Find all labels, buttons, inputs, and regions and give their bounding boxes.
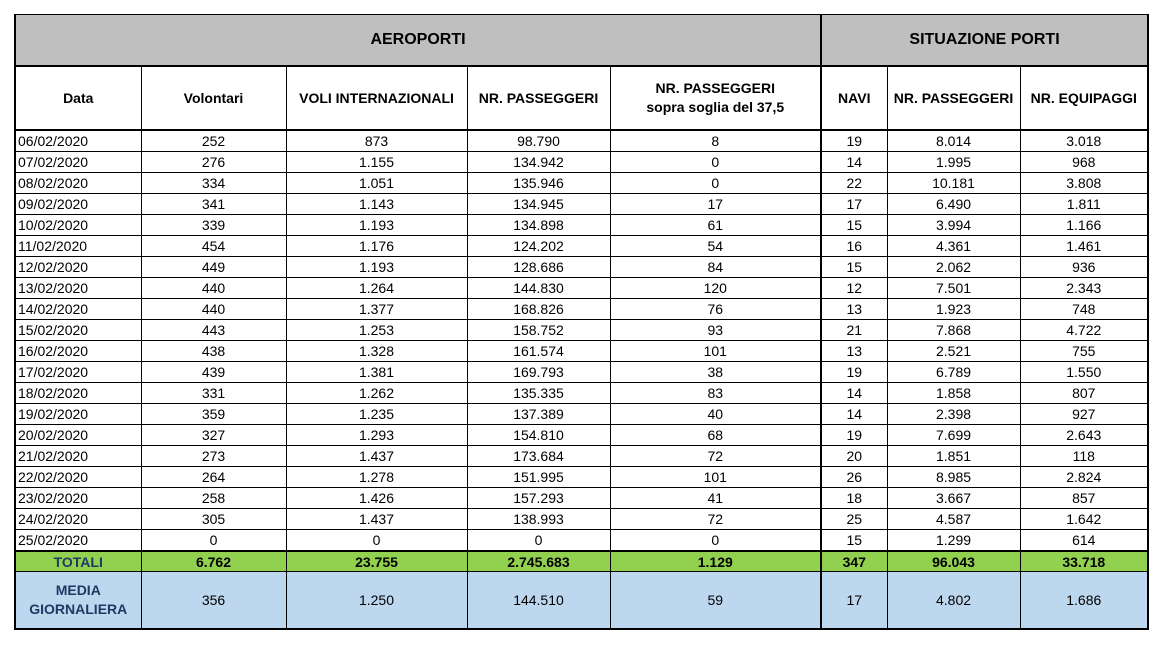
cell-date: 13/02/2020	[15, 278, 141, 299]
cell-intl-flights: 873	[286, 130, 467, 152]
daily-average-cell: 356	[141, 572, 286, 630]
cell-air-passengers: 134.942	[467, 152, 610, 173]
table-row	[15, 194, 1148, 215]
cell-port-passengers: 8.985	[887, 467, 1020, 488]
cell-intl-flights: 1.176	[286, 236, 467, 257]
daily-average-cell: 4.802	[887, 572, 1020, 630]
cell-port-passengers: 1.995	[887, 152, 1020, 173]
cell-above-threshold: 72	[610, 509, 821, 530]
cell-crews: 2.824	[1020, 467, 1148, 488]
cell-ships: 19	[821, 425, 887, 446]
cell-port-passengers: 4.587	[887, 509, 1020, 530]
cell-intl-flights: 1.143	[286, 194, 467, 215]
cell-ships: 22	[821, 173, 887, 194]
cell-air-passengers: 0	[467, 530, 610, 552]
cell-volunteers: 0	[141, 530, 286, 552]
cell-ships: 14	[821, 404, 887, 425]
cell-port-passengers: 6.789	[887, 362, 1020, 383]
cell-intl-flights: 1.235	[286, 404, 467, 425]
cell-intl-flights: 1.426	[286, 488, 467, 509]
cell-crews: 927	[1020, 404, 1148, 425]
cell-above-threshold: 0	[610, 173, 821, 194]
cell-air-passengers: 169.793	[467, 362, 610, 383]
cell-volunteers: 264	[141, 467, 286, 488]
cell-date: 06/02/2020	[15, 130, 141, 152]
table-row	[15, 404, 1148, 425]
daily-average-cell: 144.510	[467, 572, 610, 630]
cell-above-threshold: 54	[610, 236, 821, 257]
cell-above-threshold: 0	[610, 530, 821, 552]
column-header-row	[15, 66, 1148, 130]
cell-intl-flights: 1.278	[286, 467, 467, 488]
cell-crews: 857	[1020, 488, 1148, 509]
cell-above-threshold: 8	[610, 130, 821, 152]
cell-crews: 4.722	[1020, 320, 1148, 341]
cell-air-passengers: 124.202	[467, 236, 610, 257]
column-header-port-passengers: NR. PASSEGGERI	[887, 66, 1020, 130]
daily-average-cell: 59	[610, 572, 821, 630]
group-header-airports: AEROPORTI	[15, 15, 821, 67]
column-header-above-threshold-line2: sopra soglia del 37,5	[646, 99, 785, 115]
cell-ships: 20	[821, 446, 887, 467]
cell-above-threshold: 0	[610, 152, 821, 173]
cell-above-threshold: 72	[610, 446, 821, 467]
cell-volunteers: 341	[141, 194, 286, 215]
cell-date: 11/02/2020	[15, 236, 141, 257]
column-header-air-passengers: NR. PASSEGGERI	[467, 66, 610, 130]
cell-air-passengers: 144.830	[467, 278, 610, 299]
cell-intl-flights: 1.253	[286, 320, 467, 341]
cell-crews: 3.808	[1020, 173, 1148, 194]
cell-port-passengers: 3.994	[887, 215, 1020, 236]
table-row	[15, 299, 1148, 320]
cell-date: 07/02/2020	[15, 152, 141, 173]
totals-cell: 1.129	[610, 551, 821, 572]
cell-above-threshold: 101	[610, 341, 821, 362]
table-row	[15, 257, 1148, 278]
totals-cell: 2.745.683	[467, 551, 610, 572]
cell-ships: 15	[821, 215, 887, 236]
table-row	[15, 530, 1148, 552]
cell-date: 21/02/2020	[15, 446, 141, 467]
table-row	[15, 446, 1148, 467]
column-header-ships: NAVI	[821, 66, 887, 130]
cell-air-passengers: 151.995	[467, 467, 610, 488]
cell-intl-flights: 1.437	[286, 446, 467, 467]
cell-above-threshold: 84	[610, 257, 821, 278]
cell-crews: 748	[1020, 299, 1148, 320]
daily-average-cell: 1.250	[286, 572, 467, 630]
cell-ships: 16	[821, 236, 887, 257]
table-body	[15, 130, 1148, 551]
cell-above-threshold: 40	[610, 404, 821, 425]
cell-port-passengers: 2.398	[887, 404, 1020, 425]
cell-date: 16/02/2020	[15, 341, 141, 362]
cell-ships: 14	[821, 152, 887, 173]
cell-date: 22/02/2020	[15, 467, 141, 488]
cell-date: 14/02/2020	[15, 299, 141, 320]
cell-intl-flights: 1.051	[286, 173, 467, 194]
cell-crews: 1.811	[1020, 194, 1148, 215]
daily-average-cell: 17	[821, 572, 887, 630]
daily-average-label	[15, 572, 141, 630]
cell-port-passengers: 7.868	[887, 320, 1020, 341]
cell-crews: 2.343	[1020, 278, 1148, 299]
cell-crews: 1.550	[1020, 362, 1148, 383]
table-row	[15, 320, 1148, 341]
cell-air-passengers: 128.686	[467, 257, 610, 278]
cell-air-passengers: 98.790	[467, 130, 610, 152]
cell-ships: 13	[821, 341, 887, 362]
cell-intl-flights: 1.193	[286, 257, 467, 278]
cell-air-passengers: 157.293	[467, 488, 610, 509]
cell-date: 10/02/2020	[15, 215, 141, 236]
cell-volunteers: 252	[141, 130, 286, 152]
daily-average-label-line2: GIORNALIERA	[29, 601, 128, 617]
table-row	[15, 215, 1148, 236]
cell-volunteers: 439	[141, 362, 286, 383]
table-row	[15, 362, 1148, 383]
cell-ships: 15	[821, 530, 887, 552]
cell-air-passengers: 154.810	[467, 425, 610, 446]
cell-port-passengers: 2.521	[887, 341, 1020, 362]
cell-above-threshold: 101	[610, 467, 821, 488]
cell-port-passengers: 10.181	[887, 173, 1020, 194]
totals-label: TOTALI	[15, 551, 141, 572]
cell-intl-flights: 1.293	[286, 425, 467, 446]
cell-ships: 14	[821, 383, 887, 404]
column-header-volunteers: Volontari	[141, 66, 286, 130]
totals-cell: 33.718	[1020, 551, 1148, 572]
cell-above-threshold: 76	[610, 299, 821, 320]
cell-crews: 968	[1020, 152, 1148, 173]
cell-date: 09/02/2020	[15, 194, 141, 215]
cell-air-passengers: 134.945	[467, 194, 610, 215]
cell-above-threshold: 93	[610, 320, 821, 341]
cell-intl-flights: 1.193	[286, 215, 467, 236]
cell-port-passengers: 7.501	[887, 278, 1020, 299]
cell-port-passengers: 4.361	[887, 236, 1020, 257]
daily-average-label-line1: MEDIA	[55, 582, 101, 598]
table-row	[15, 488, 1148, 509]
cell-volunteers: 339	[141, 215, 286, 236]
cell-port-passengers: 1.858	[887, 383, 1020, 404]
cell-crews: 1.166	[1020, 215, 1148, 236]
cell-above-threshold: 61	[610, 215, 821, 236]
cell-ships: 18	[821, 488, 887, 509]
cell-crews: 2.643	[1020, 425, 1148, 446]
cell-intl-flights: 0	[286, 530, 467, 552]
cell-intl-flights: 1.264	[286, 278, 467, 299]
table-row	[15, 152, 1148, 173]
cell-crews: 614	[1020, 530, 1148, 552]
cell-volunteers: 454	[141, 236, 286, 257]
table-row	[15, 383, 1148, 404]
cell-ships: 13	[821, 299, 887, 320]
table-row	[15, 173, 1148, 194]
totals-cell: 23.755	[286, 551, 467, 572]
cell-port-passengers: 7.699	[887, 425, 1020, 446]
totals-cell: 96.043	[887, 551, 1020, 572]
table-row	[15, 425, 1148, 446]
cell-date: 19/02/2020	[15, 404, 141, 425]
cell-port-passengers: 3.667	[887, 488, 1020, 509]
cell-volunteers: 438	[141, 341, 286, 362]
cell-air-passengers: 158.752	[467, 320, 610, 341]
cell-above-threshold: 17	[610, 194, 821, 215]
cell-volunteers: 305	[141, 509, 286, 530]
totals-row	[15, 551, 1148, 572]
group-header-ports: SITUAZIONE PORTI	[821, 15, 1148, 67]
column-header-date: Data	[15, 66, 141, 130]
cell-date: 08/02/2020	[15, 173, 141, 194]
cell-port-passengers: 1.299	[887, 530, 1020, 552]
cell-date: 24/02/2020	[15, 509, 141, 530]
cell-date: 25/02/2020	[15, 530, 141, 552]
cell-ships: 26	[821, 467, 887, 488]
cell-above-threshold: 120	[610, 278, 821, 299]
cell-air-passengers: 168.826	[467, 299, 610, 320]
group-header-row	[15, 15, 1148, 67]
passenger-screening-table	[14, 14, 1149, 630]
totals-cell: 6.762	[141, 551, 286, 572]
cell-crews: 1.642	[1020, 509, 1148, 530]
cell-intl-flights: 1.437	[286, 509, 467, 530]
cell-date: 20/02/2020	[15, 425, 141, 446]
cell-ships: 17	[821, 194, 887, 215]
cell-date: 17/02/2020	[15, 362, 141, 383]
data-table-container	[14, 14, 1149, 630]
cell-volunteers: 359	[141, 404, 286, 425]
cell-volunteers: 327	[141, 425, 286, 446]
cell-volunteers: 443	[141, 320, 286, 341]
cell-air-passengers: 138.993	[467, 509, 610, 530]
cell-crews: 807	[1020, 383, 1148, 404]
cell-above-threshold: 83	[610, 383, 821, 404]
cell-above-threshold: 38	[610, 362, 821, 383]
cell-crews: 1.461	[1020, 236, 1148, 257]
column-header-crews: NR. EQUIPAGGI	[1020, 66, 1148, 130]
cell-crews: 755	[1020, 341, 1148, 362]
cell-crews: 936	[1020, 257, 1148, 278]
column-header-intl-flights: VOLI INTERNAZIONALI	[286, 66, 467, 130]
cell-intl-flights: 1.155	[286, 152, 467, 173]
table-row	[15, 278, 1148, 299]
cell-ships: 19	[821, 362, 887, 383]
cell-above-threshold: 41	[610, 488, 821, 509]
cell-intl-flights: 1.381	[286, 362, 467, 383]
cell-date: 23/02/2020	[15, 488, 141, 509]
cell-above-threshold: 68	[610, 425, 821, 446]
cell-volunteers: 449	[141, 257, 286, 278]
cell-air-passengers: 173.684	[467, 446, 610, 467]
table-row	[15, 341, 1148, 362]
cell-date: 18/02/2020	[15, 383, 141, 404]
cell-volunteers: 334	[141, 173, 286, 194]
cell-port-passengers: 8.014	[887, 130, 1020, 152]
cell-port-passengers: 2.062	[887, 257, 1020, 278]
cell-volunteers: 331	[141, 383, 286, 404]
cell-intl-flights: 1.377	[286, 299, 467, 320]
table-row	[15, 467, 1148, 488]
table-row	[15, 236, 1148, 257]
cell-date: 12/02/2020	[15, 257, 141, 278]
cell-volunteers: 258	[141, 488, 286, 509]
column-header-above-threshold	[610, 66, 821, 130]
cell-air-passengers: 135.946	[467, 173, 610, 194]
table-row	[15, 509, 1148, 530]
cell-crews: 118	[1020, 446, 1148, 467]
totals-cell: 347	[821, 551, 887, 572]
cell-ships: 15	[821, 257, 887, 278]
cell-port-passengers: 1.851	[887, 446, 1020, 467]
cell-ships: 21	[821, 320, 887, 341]
cell-port-passengers: 6.490	[887, 194, 1020, 215]
cell-ships: 25	[821, 509, 887, 530]
cell-volunteers: 440	[141, 278, 286, 299]
cell-air-passengers: 134.898	[467, 215, 610, 236]
cell-volunteers: 273	[141, 446, 286, 467]
cell-ships: 19	[821, 130, 887, 152]
cell-crews: 3.018	[1020, 130, 1148, 152]
cell-ships: 12	[821, 278, 887, 299]
cell-air-passengers: 135.335	[467, 383, 610, 404]
cell-air-passengers: 161.574	[467, 341, 610, 362]
table-row	[15, 130, 1148, 152]
cell-date: 15/02/2020	[15, 320, 141, 341]
cell-air-passengers: 137.389	[467, 404, 610, 425]
cell-intl-flights: 1.328	[286, 341, 467, 362]
cell-port-passengers: 1.923	[887, 299, 1020, 320]
cell-volunteers: 276	[141, 152, 286, 173]
daily-average-cell: 1.686	[1020, 572, 1148, 630]
column-header-above-threshold-line1: NR. PASSEGGERI	[655, 80, 776, 96]
cell-intl-flights: 1.262	[286, 383, 467, 404]
cell-volunteers: 440	[141, 299, 286, 320]
daily-average-row	[15, 572, 1148, 630]
